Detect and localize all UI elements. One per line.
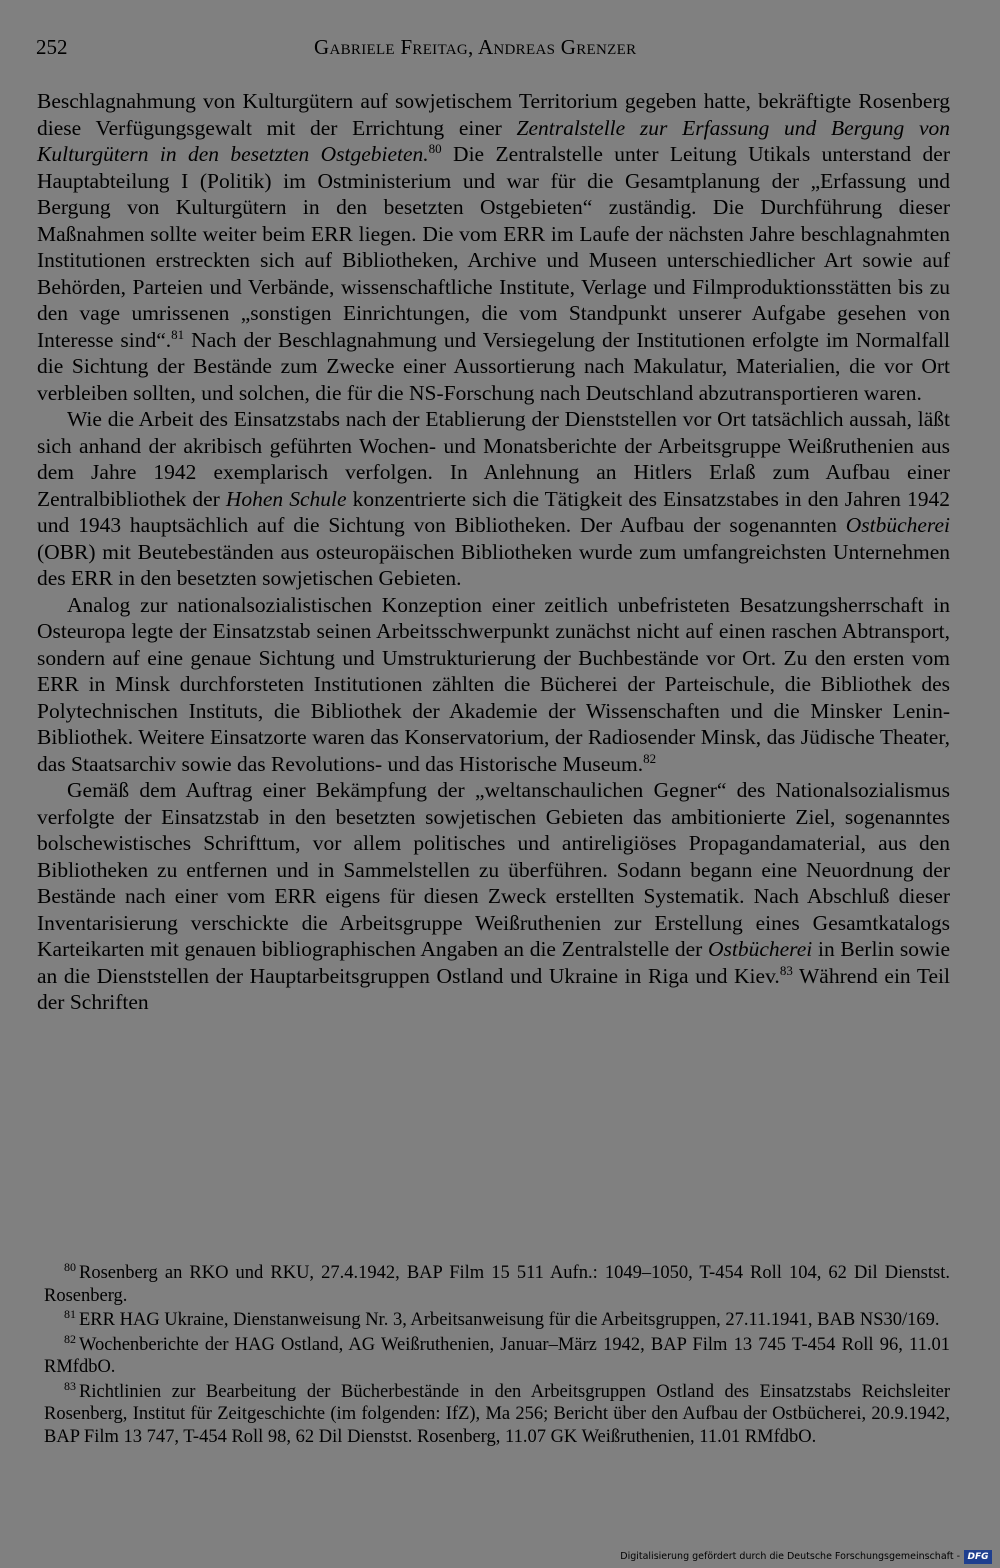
text-segment: konzentrierte sich die Tätigkeit des Einsatzstabes in den Jahren 1942 und 1943 hauptsächlich auf die Sichtung von Bibliotheken. Der Aufbau der sogenannten <box>37 486 950 537</box>
body-paragraph <box>37 88 950 406</box>
footnote-reference: 81 <box>171 326 185 342</box>
body-text <box>37 88 950 1016</box>
footnote-number: 82 <box>64 1331 76 1346</box>
page-number: 252 <box>36 35 68 59</box>
italic-term: Hohen Schule <box>225 486 347 511</box>
italic-term: Zentralstelle zur Erfassung und Bergung von Kulturgütern in den besetzten Ostgebieten. <box>37 115 950 166</box>
footnote <box>44 1309 950 1332</box>
body-paragraph <box>37 777 950 1016</box>
page-header <box>36 30 952 64</box>
text-segment: in Berlin sowie an die Dienststellen der Hauptarbeitsgruppen Ostland und Ukraine in Riga und Kiev. <box>37 937 951 988</box>
footnote-reference: 83 <box>779 962 793 978</box>
text-segment: (OBR) mit Beutebeständen aus osteuropäischen Bibliotheken wurde zum umfangreichsten Unternehmen des ERR in den besetzten sowjetischen Gebieten. <box>37 539 950 590</box>
text-segment: Während ein Teil der Schriften <box>37 963 950 1014</box>
text-segment: Analog zur nationalsozialistischen Konzeption einer zeitlich unbefristeten Besatzungsherrschaft in Osteuropa legte der Einsatzstab seinen Arbeitsschwerpunkt zunächst nicht auf einen raschen Abtransport, sondern auf eine genaue Sichtung und Umstrukturierung der Buchbestände vor Ort. Zu den ersten vom ERR in Minsk durchforsteten Institutionen zählten die Bücherei der Parteischule, die Bibliothek des Polytechnischen Instituts, die Bibliothek der Akademie der Wissenschaften und die Minsker Lenin-Bibliothek. Weitere Einsatzorte waren das Konservatorium, der Radiosender Minsk, das Jüdische Theater, das Staatsarchiv sowie das Revolutions- und das Historische Museum. <box>37 592 950 776</box>
body-paragraph <box>37 592 950 778</box>
footnote <box>44 1378 950 1449</box>
footnote-text: Richtlinien zur Bearbeitung der Bücherbestände in den Arbeitsgruppen Ostland des Einsatzstabs Reichsleiter Rosenberg, Institut für Zeitgeschichte (im folgenden: IfZ), Ma 256; Bericht über den Aufbau der Ostbücherei, 20.9.1942, BAP Film 13 747, T-454 Roll 98, 62 Dil Dienstst. Rosenberg, 11.07 GK Weißruthenien, 11.01 RMfdbO. <box>44 1381 950 1447</box>
footnote-number: 81 <box>64 1307 76 1321</box>
body-paragraph <box>37 406 950 592</box>
text-segment: Die Zentralstelle unter Leitung Utikals unterstand der Hauptabteilung I (Politik) im Ostministerium und war für die Gesamtplanung der „Erfassung und Bergung von Kulturgütern in den besetzten Ostgebieten“ zuständig. Die Durchführung dieser Maßnahmen sollte weiter beim ERR liegen. Die vom ERR im Laufe der nächsten Jahre beschlagnahmten Institutionen erstreckten sich auf Bibliotheken, Archive und Museen unterschiedlicher Art sowie auf Behörden, Parteien und Verbände, wissenschaftliche Institute, Verlage und Filmproduktionsstätten bis zu den vage umrissenen „sonstigen Einrichtungen, die vom Standpunkt unserer Aufgabe gesehen von Interesse sind“. <box>37 142 951 352</box>
footnote-number: 80 <box>64 1260 76 1274</box>
text-segment: Nach der Beschlagnahmung und Versiegelung der Institutionen erfolgte im Normalfall die Sichtung der Bestände zum Zwecke einer Aussortierung nach Makulatur, Materialien, die vor Ort verbleiben sollten, und solchen, die für die NS-Forschung nach Deutschland abzutransportieren waren. <box>37 327 950 405</box>
italic-term: Ostbücherei <box>707 937 813 961</box>
text-segment: Beschlagnahmung von Kulturgütern auf sowjetischem Territorium gegeben hatte, bekräftigte Rosenberg diese Verfügungsgewalt mit der Errichtung einer <box>37 89 950 140</box>
running-head: Gabriele Freitag, Andreas Grenzer <box>314 35 637 59</box>
italic-term: Ostbücherei <box>845 513 950 537</box>
footnote <box>44 1262 950 1307</box>
footnote-reference: 80 <box>428 141 442 156</box>
dfg-credit-text: Digitalisierung gefördert durch die Deutsche Forschungsgemeinschaft - <box>620 1551 960 1562</box>
footnote-reference: 82 <box>643 750 657 766</box>
footnote-text: ERR HAG Ukraine, Dienstanweisung Nr. 3, Arbeitsanweisung für die Arbeitsgruppen, 27.11.1941, BAB NS30/169. <box>79 1310 940 1330</box>
footnote-text: Wochenberichte der HAG Ostland, AG Weißruthenien, Januar–März 1942, BAP Film 13 745 T-454 Roll 96, 11.01 RMfdbO. <box>44 1334 950 1377</box>
dfg-logo: DFG <box>964 1550 992 1564</box>
footnote-text: Rosenberg an RKO und RKU, 27.4.1942, BAP Film 15 511 Aufn.: 1049–1050, T-454 Roll 104, 62 Dil Dienstst. Rosenberg. <box>44 1263 950 1306</box>
text-segment: Wie die Arbeit des Einsatzstabs nach der Etablierung der Dienststellen vor Ort tatsächlich aussah, läßt sich anhand der akribisch geführten Wochen- und Monatsberichte der Arbeitsgruppe Weißruthenien aus dem Jahre 1942 exemplarisch verfolgen. In Anlehnung an Hitlers Erlaß zum Aufbau einer Zentralbibliothek der <box>37 407 950 511</box>
footnotes <box>44 1262 950 1450</box>
footnote <box>44 1331 950 1379</box>
text-segment: Gemäß dem Auftrag einer Bekämpfung der „weltanschaulichen Gegner“ des Nationalsozialismus verfolgte der Einsatzstab in den besetzten sowjetischen Gebieten das ambitionierte Ziel, sogenanntes bolschewistisches Schrifttum, vor allem politisches und antireligiöses Propagandamaterial, aus den Bibliotheken zu entfernen und in Sammelstellen zu überführen. Sodann begann eine Neuordnung der Bestände nach einer vom ERR eigens für diesen Zweck erstellten Systematik. Nach Abschluß dieser Inventarisierung verschickte die Arbeitsgruppe Weißruthenien zur Erstellung eines Gesamtkatalogs Karteikarten mit genauen bibliographischen Angaben an die Zentralstelle der <box>37 778 950 961</box>
footnote-number: 83 <box>64 1378 76 1393</box>
